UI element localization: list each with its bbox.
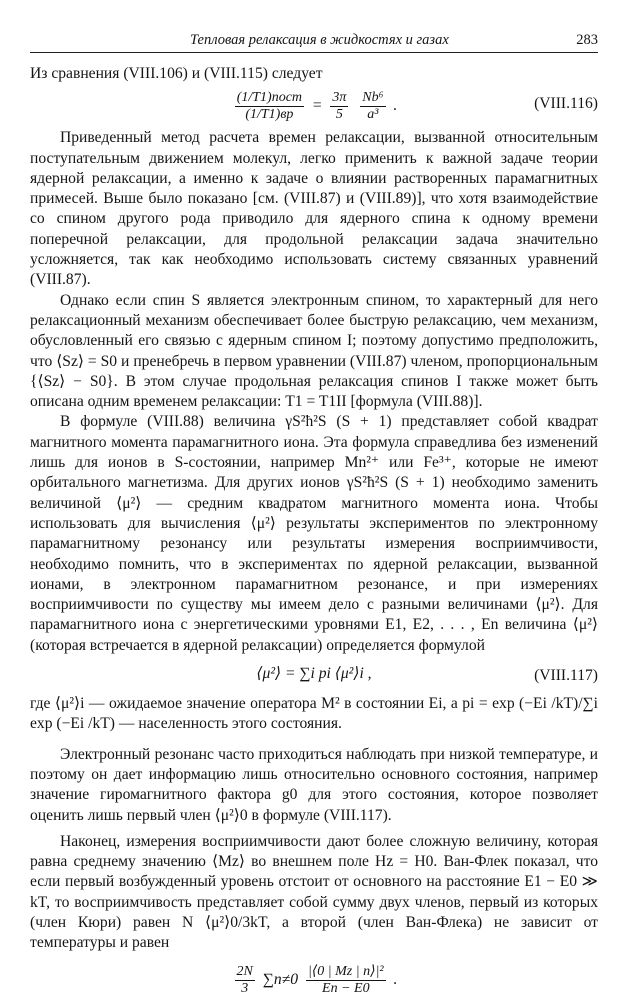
- page-number: 283: [576, 32, 598, 48]
- equation-viii-116-formula: [30, 90, 598, 123]
- eq116-lhs-top: (1/T1)пост: [236, 90, 303, 106]
- vv-prefix-bottom: 3: [241, 980, 249, 996]
- eq116-coef-fraction: [330, 90, 348, 123]
- eq116-rhs-fraction: [360, 90, 385, 123]
- eq116-period: .: [393, 97, 398, 115]
- eq116-lhs-bottom: (1/T1)вр: [245, 107, 294, 123]
- paragraph: где ⟨μ²⟩i — ожидаемое значение оператора M² в состоянии Ei, а pi = exp (−Ei /kT)/∑i exp (−Ei /kT) — населенность этого состояния.: [30, 695, 598, 733]
- eq116-lhs-fraction: [235, 90, 304, 123]
- intro-line: Из сравнения (VIII.106) и (VIII.115) следует: [30, 65, 323, 82]
- equation-viii-117: [30, 656, 598, 694]
- paragraph: Приведенный метод расчета времен релаксации, вызванной относительным поступательным движением молекул, легко применить к важной задаче теории ядерной релаксации, а именно к задаче о влиянии растворенных парамагнитных примесей. Выше было показано [см. (VIII.87) и (VIII.89)], что хотя взаимодействие со спином другого рода приводило для ядерного спина к одному времени поперечной релаксации, для продольной релаксации задача значительно усложняется, так как необходимо использовать систему связанных уравнений (VIII.87).: [30, 129, 598, 289]
- eq116-equals: =: [311, 97, 323, 115]
- eq116-rhs-bottom: a³: [367, 107, 379, 123]
- equation-viii-116: [30, 84, 598, 128]
- vv-main-bottom: En − E0: [322, 980, 370, 996]
- paragraph: Электронный резонанс часто приходиться наблюдать при низкой температуре, и поэтому он дает информацию лишь относительно основного состояния, например значение гиромагнитного фактора g0 для этого состояния, которое позволяет оценить лишь первый член ⟨μ²⟩0 в формуле (VIII.117).: [30, 745, 598, 824]
- equation-number: (VIII.116): [534, 95, 598, 113]
- vv-period: .: [393, 970, 398, 988]
- vv-sum: ∑n≠0: [262, 970, 299, 988]
- vv-main-fraction: [306, 964, 386, 997]
- equation-van-vleck: [30, 954, 598, 1002]
- eq116-coef-top: 3π: [332, 90, 347, 106]
- paragraph: Однако если спин S является электронным спином, то характерный для него релаксационный механизм обеспечивает более быструю релаксацию, чем механизм, обусловленный его связью с ядерным спином I; поэтому допустимо предположить, что ⟨Sz⟩ = S0 и пренебречь в первом уравнении (VIII.87) членом, пропорциональным {⟨Sz⟩ − S0}. В этом случае продольная релаксация спинов I также может быть описана одним временем релаксации: T1 = T1II [формула (VIII.88)].: [30, 291, 598, 411]
- eq116-rhs-top: Nb⁶: [362, 90, 384, 106]
- header-rule: [30, 52, 598, 53]
- eq116-coef-bottom: 5: [335, 107, 343, 123]
- page-body: [30, 64, 598, 1002]
- equation-number: (VIII.117): [534, 667, 598, 685]
- paragraph: Наконец, измерения восприимчивости дают более сложную величину, которая равна среднему значению ⟨Mz⟩ во внешнем поле Hz = H0. Ван-Флек показал, что если первый возбужденный уровень отстоит от основного на расстояние E1 − E0 ≫ kT, то восприимчивость представляет собой сумму двух членов, первый из которых (член Кюри) равен N ⟨μ²⟩0/3kT, а второй (член Ван-Флека) не зависит от температуры и равен: [30, 832, 598, 952]
- equation-viii-117-formula: ⟨μ²⟩ = ∑i pi ⟨μ²⟩i ,: [256, 665, 372, 683]
- vv-prefix-fraction: [235, 964, 255, 997]
- running-header: [30, 28, 598, 52]
- vv-prefix-top: 2N: [236, 963, 253, 979]
- equation-van-vleck-formula: [30, 964, 598, 997]
- paragraph: В формуле (VIII.88) величина γS²ħ²S (S + 1) представляет собой квадрат магнитного момента парамагнитного иона. Эта формула справедлива без изменений лишь для ионов в S-состоянии, например Mn²⁺ или Fe³⁺, которые не имеют орбитального магнетизма. Для других ионов γS²ħ²S (S + 1) необходимо заменить величиной ⟨μ²⟩ — средним квадратом магнитного момента иона. Чтобы использовать для вычисления ⟨μ²⟩ результаты экспериментов по электронному парамагнитному резонансу или результаты измерения восприимчивости, необходимо помнить, что в экспериментах по ядерной релаксации, вызванной ионами, в электронном парамагнитном резонансе, и при измерениях восприимчивости по существу мы имеем дело с разными величинами ⟨μ²⟩. Для парамагнитного иона с энергетическими уровнями E1, E2, . . . , En величина ⟨μ²⟩ (которая встречается в ядерной релаксации) определяется формулой: [30, 413, 598, 654]
- running-title: Тепловая релаксация в жидкостях и газах: [190, 32, 449, 48]
- vv-main-top: |⟨0 | Mz | n⟩|²: [307, 963, 384, 979]
